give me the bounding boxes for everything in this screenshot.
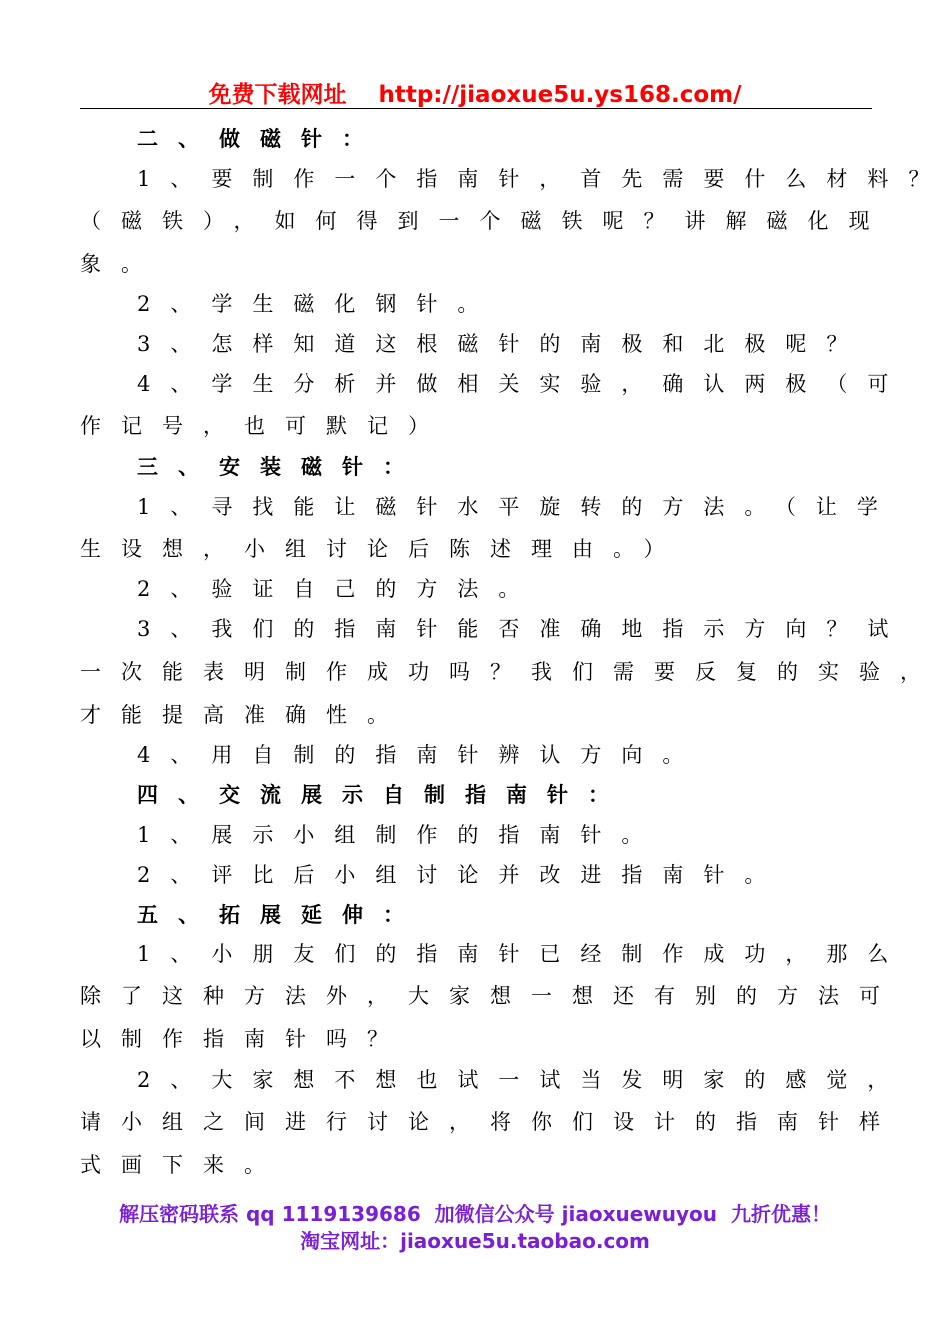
footer-taobao-link[interactable]: 淘宝网址：jiaoxue5u.taobao.com (300, 1229, 650, 1253)
paragraph-line: （磁铁），如何得到一个磁铁呢？讲解磁化现 (80, 209, 890, 233)
section-heading-3: 三、安装磁针： (137, 454, 424, 479)
paragraph-line: 3、怎样知道这根磁针的南极和北极呢？ (137, 332, 868, 356)
paragraph-line: 4、用自制的指南针辨认方向。 (137, 743, 704, 767)
paragraph-line: 1、展示小组制作的指南针。 (137, 823, 663, 847)
paragraph-line: 除了这种方法外，大家想一想还有别的方法可 (80, 984, 900, 1008)
section-heading-5: 五、拓展延伸： (137, 902, 424, 927)
paragraph-line: 一次能表明制作成功吗？我们需要反复的实验， (80, 660, 941, 684)
section-heading-2: 二、做磁针： (137, 126, 383, 151)
paragraph-line: 作记号，也可默记） (80, 414, 449, 438)
paragraph-line: 式画下来。 (80, 1153, 285, 1177)
paragraph-line: 2、学生磁化钢针。 (137, 292, 499, 316)
page-header (0, 76, 950, 109)
paragraph-line: 2、评比后小组讨论并改进指南针。 (137, 863, 786, 887)
section-heading-4: 四、交流展示自制指南针： (137, 782, 629, 807)
paragraph-line: 象。 (80, 252, 162, 276)
paragraph-line: 1、小朋友们的指南针已经制作成功，那么 (137, 942, 909, 966)
paragraph-line: 2、大家想不想也试一试当发明家的感觉， (137, 1068, 909, 1092)
header-url-link[interactable]: http://jiaoxue5u.ys168.com/ (378, 82, 742, 108)
paragraph-line: 才能提高准确性。 (80, 703, 408, 727)
paragraph-line: 3、我们的指南针能否准确地指示方向？试 (137, 617, 909, 641)
header-divider (80, 108, 872, 109)
paragraph-line: 生设想，小组讨论后陈述理由。） (80, 537, 685, 561)
footer-contact-line: 解压密码联系 qq 1119139686 加微信公众号 jiaoxuewuyou 九折优惠！ (119, 1202, 831, 1226)
paragraph-line: 4、学生分析并做相关实验，确认两极（可 (137, 372, 909, 396)
header-site-label: 免费下载网址 (208, 82, 347, 108)
paragraph-line: 1、要制作一个指南针，首先需要什么材料？ (137, 167, 950, 191)
paragraph-line: 2、验证自己的方法。 (137, 577, 540, 601)
paragraph-line: 请小组之间进行讨论，将你们设计的指南针样 (80, 1110, 900, 1134)
paragraph-line: 以制作指南针吗？ (80, 1027, 408, 1051)
paragraph-line: 1、寻找能让磁针水平旋转的方法。（让学 (137, 495, 898, 519)
